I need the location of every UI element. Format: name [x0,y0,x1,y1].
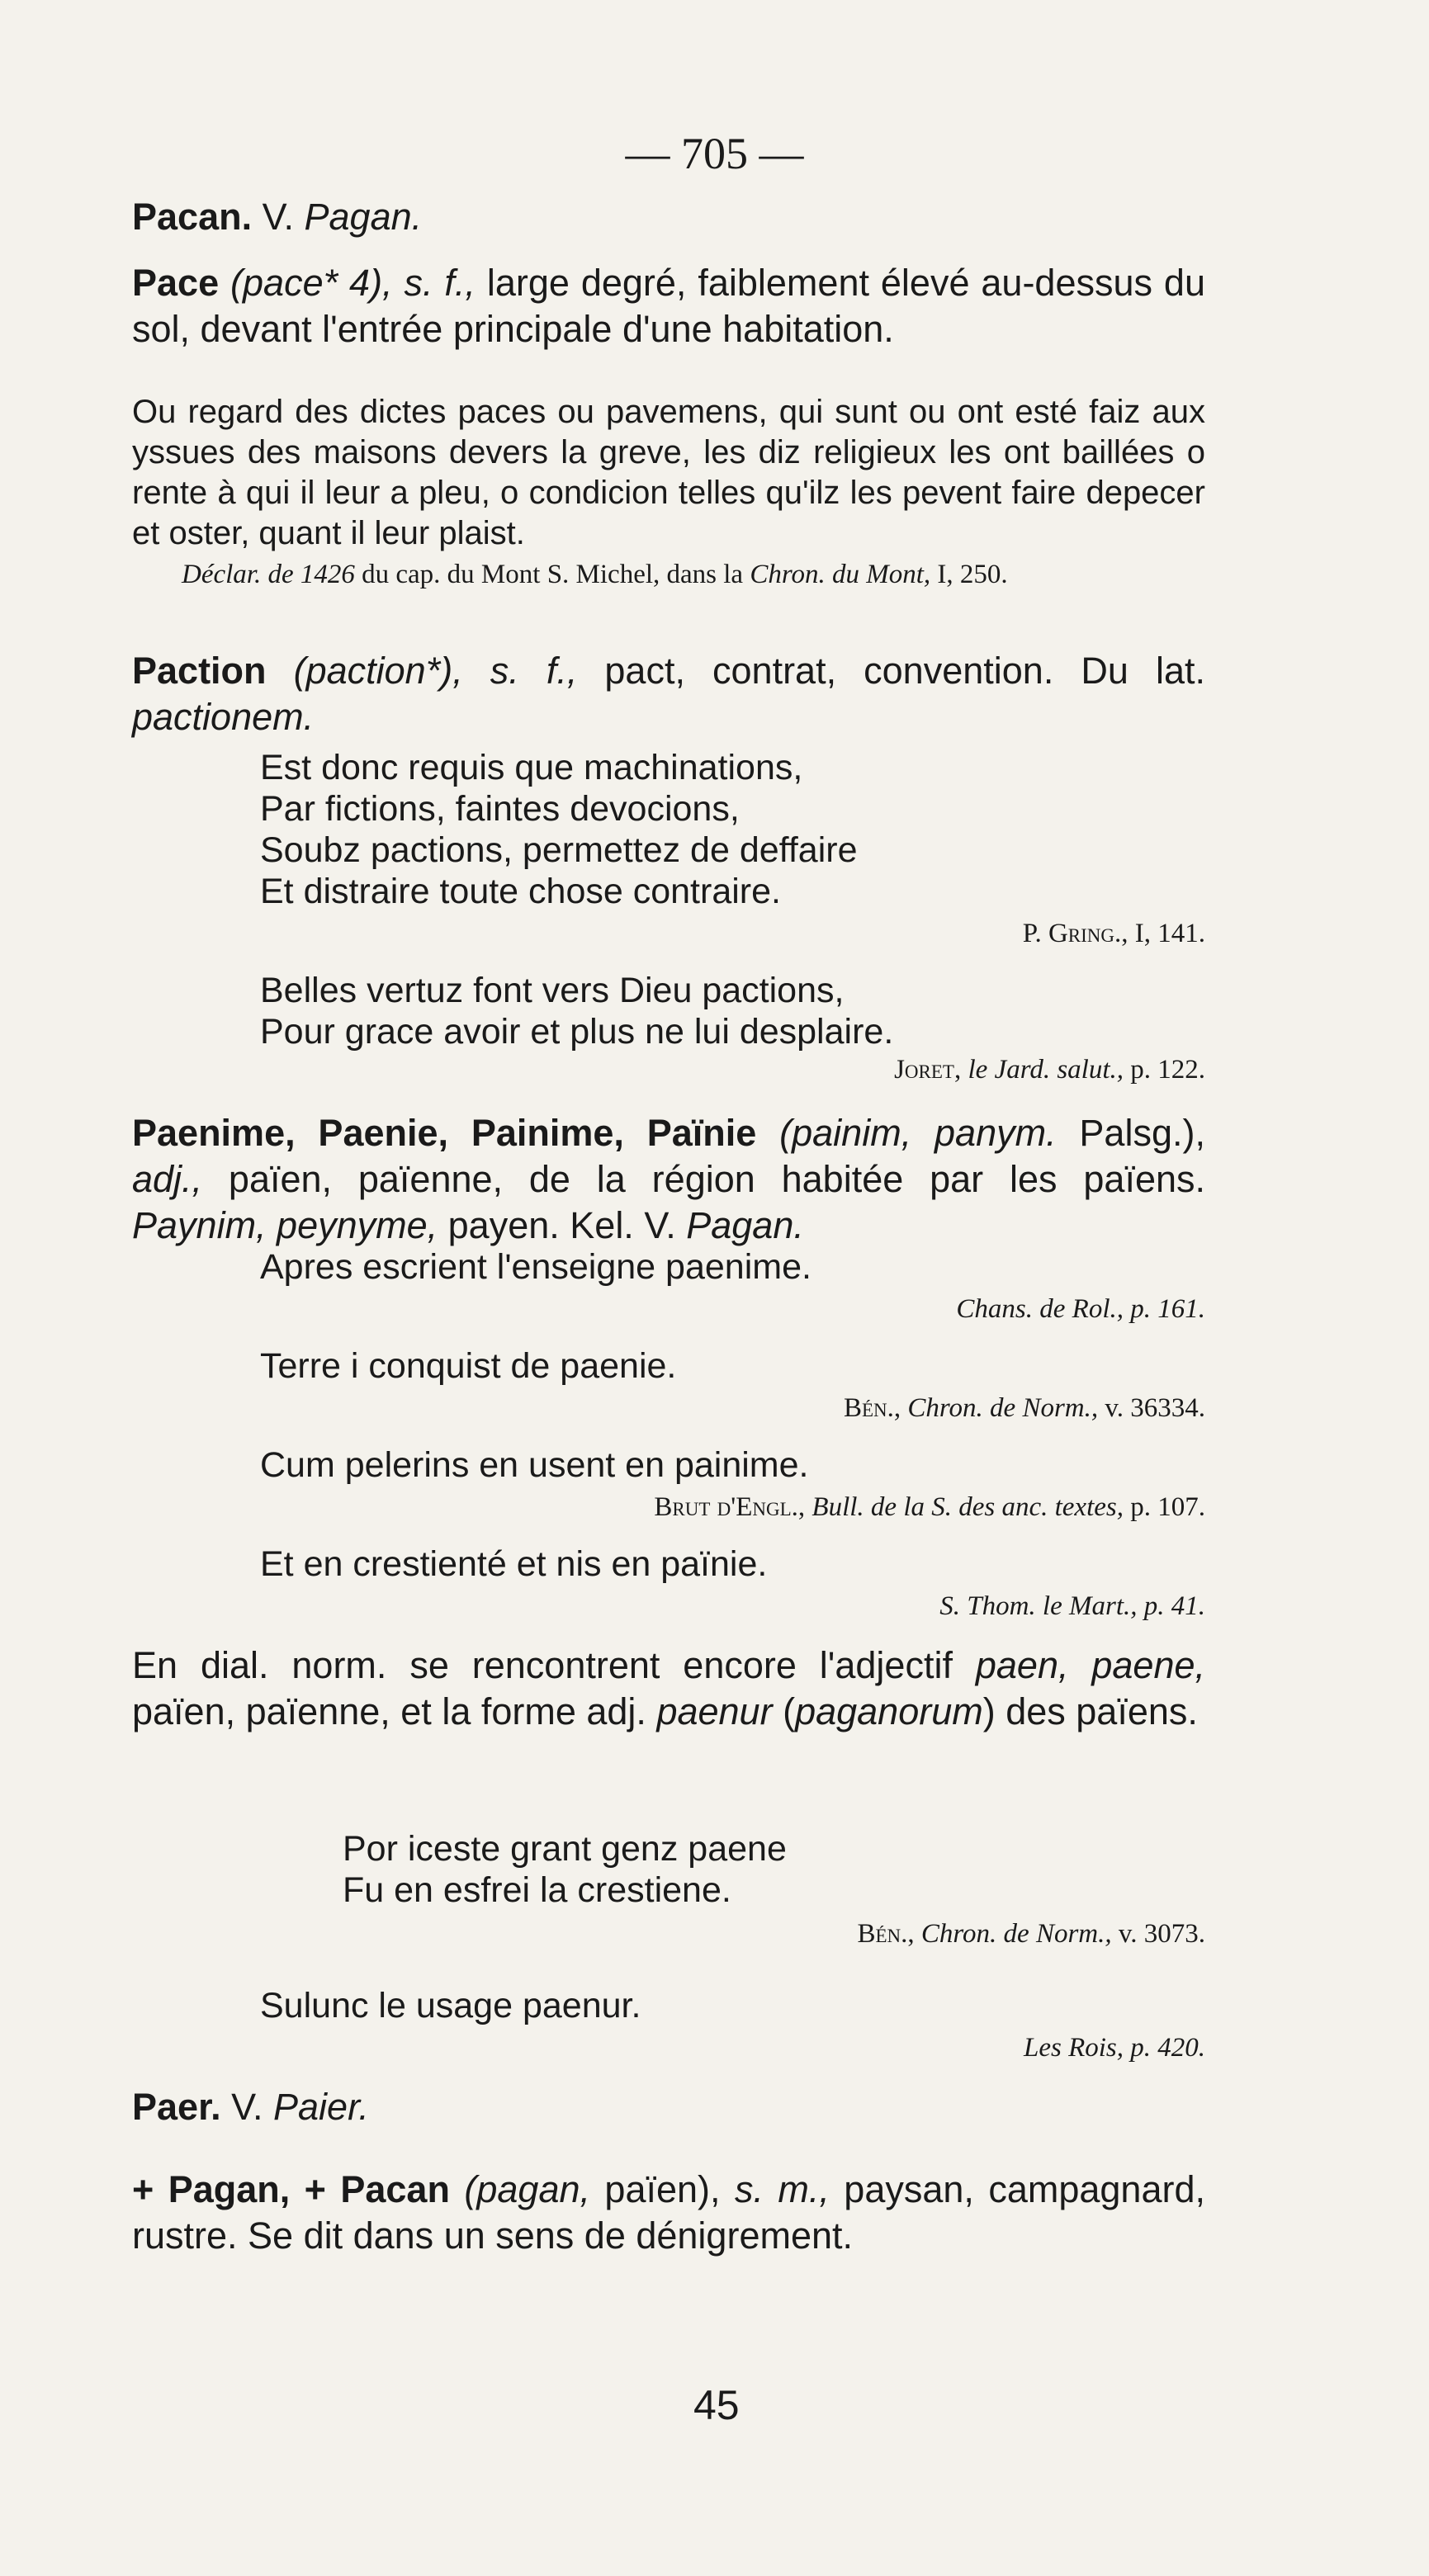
headword-pagan: + Pagan, + Pacan [132,2168,450,2210]
source-dial-1: Bén., Chron. de Norm., v. 3073. [857,1919,1205,1949]
quotation-paction-2: Belles vertuz font vers Dieu pactions, Pour grace avoir et plus ne lui desplaire. [260,971,894,1052]
definition: païen, païenne, de la région habitée par les païens. [202,1158,1205,1200]
entry-pace: Pace (pace* 4), s. f., large degré, faiblement élevé au-dessus du sol, devant l'entrée principale d'une habitation. [132,262,1205,350]
page-number: — 705 — [625,129,804,178]
source-paction-2: Joret, le Jard. salut., p. 122. [894,1055,1205,1085]
entry-pagan: + Pagan, + Pacan (pagan, païen), s. m., paysan, campagnard, rustre. Se dit dans un sens de dénigrement. [132,2168,1205,2257]
source-pace: Déclar. de 1426 du cap. du Mont S. Michel, dans la Chron. du Mont, I, 250. [182,560,1008,589]
quotation-paenime-4: Et en crestienté et nis en païnie. [260,1544,768,1584]
quotation-pace: Ou regard des dictes paces ou pavemens, qui sunt ou ont esté faiz aux yssues des maisons devers la greve, les diz religieux les ont baillées o rente à qui il leur a pleu, o condicion telles qu'ilz les pevent faire depecer et oster, quant il leur plaist. [132,394,1205,551]
source-paenime-3: Brut d'Engl., Bull. de la S. des anc. textes, p. 107. [654,1492,1205,1522]
headword-pacan: Pacan. [132,196,253,238]
headword-paer: Paer. [132,2086,221,2128]
source-paction-1: P. Gring., I, 141. [1022,919,1205,948]
entry-pacan: Pacan. V. Pagan. [132,196,423,238]
headword-paction: Paction [132,650,267,692]
cross-reference: Pagan. [686,1204,804,1246]
entry-paction: Paction (paction*), s. f., pact, contrat, convention. Du lat. pactionem. [132,650,1205,738]
quotation-paction-1: Est donc requis que machinations, Par fictions, faintes devocions, Soubz pactions, permettez de deffaire Et distraire toute chose contraire. [260,748,858,911]
source-paenime-1: Chans. de Rol., p. 161. [956,1294,1205,1324]
cross-reference: Paier. [273,2086,369,2128]
definition: pact, contrat, convention. Du lat. [577,650,1205,692]
dialect-note: En dial. norm. se rencontrent encore l'adjectif paen, paene, païen, païenne, et la forme adj. paenur (paganorum) des païens. [132,1644,1206,1732]
headword-pace: Pace [132,262,220,304]
definition: large degré, faiblement élevé au-dessus du sol, devant l'entrée principale d'une habitation. [132,262,1205,350]
source-paenime-4: S. Thom. le Mart., p. 41. [939,1591,1205,1621]
source-dial-2: Les Rois, p. 420. [1023,2033,1205,2063]
signature-mark: 45 [693,2382,740,2428]
cross-reference: Pagan. [304,196,423,238]
quotation-dial-2: Sulunc le usage paenur. [260,1986,641,2025]
source-paenime-2: Bén., Chron. de Norm., v. 36334. [844,1393,1205,1423]
headword-paenime: Paenime, Paenie, Painime, Païnie [132,1112,757,1154]
definition: paysan, campagnard, rustre. Se dit dans un sens de dénigrement. [132,2168,1205,2257]
quotation-dial-1: Por iceste grant genz paene Fu en esfrei la crestiene. [343,1829,787,1910]
entry-paer: Paer. V. Paier. [132,2086,369,2128]
quotation-paenime-2: Terre i conquist de paenie. [260,1346,677,1386]
quotation-paenime-3: Cum pelerins en usent en painime. [260,1445,809,1485]
quotation-paenime-1: Apres escrient l'enseigne paenime. [260,1247,812,1287]
entry-paenime: Paenime, Paenie, Painime, Païnie (painim, panym. Palsg.), adj., païen, païenne, de la région habitée par les païens. Paynim, peynyme, payen. Kel. V. Pagan. [132,1112,1205,1246]
